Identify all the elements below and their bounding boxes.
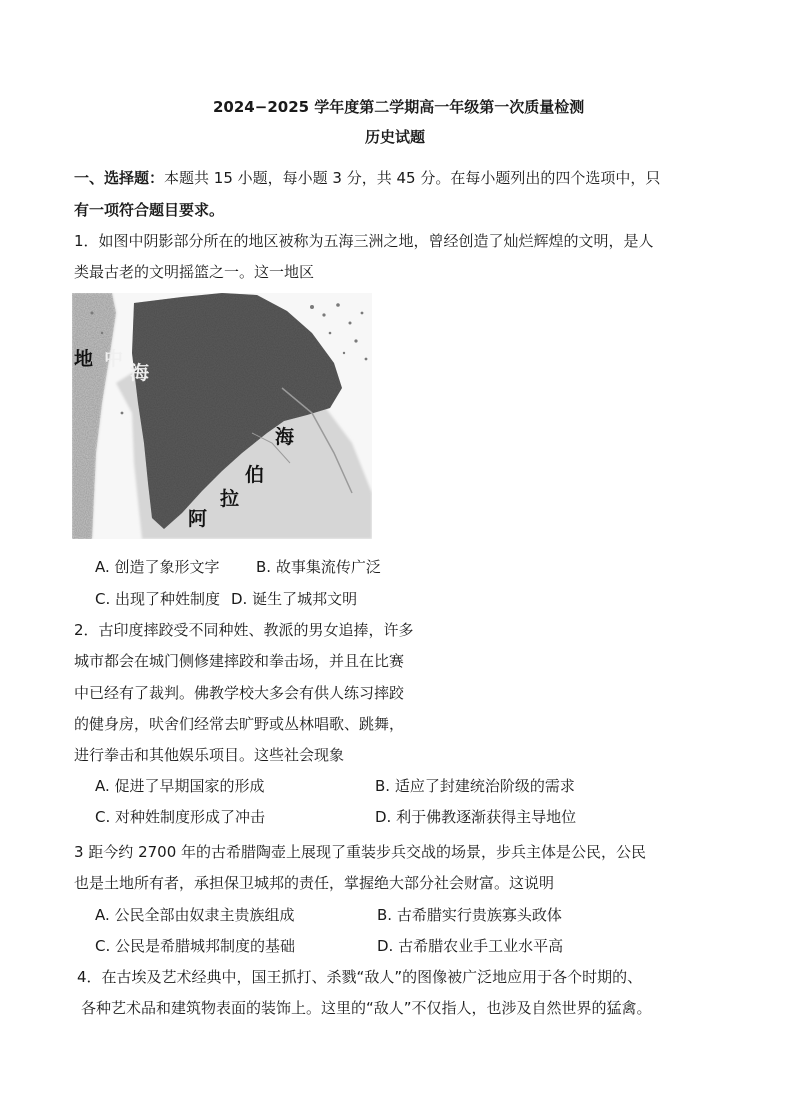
q2-stem-line1: 2．古印度摔跤受不同种姓、教派的男女追捧，许多	[74, 621, 414, 639]
map-label-bo: 伯	[245, 464, 265, 486]
map-label-la: 拉	[220, 488, 240, 510]
q1-option-d[interactable]: D. 诞生了城邦文明	[231, 590, 358, 608]
q2-option-b[interactable]: B. 适应了封建统治阶级的需求	[375, 777, 575, 795]
section-intro-text: 本题共 15 小题，每小题 3 分，共 45 分。在每小题列出的四个选项中，只	[164, 169, 661, 187]
q1-option-b[interactable]: B. 故事集流传广泛	[256, 558, 381, 576]
q1-map-image	[72, 293, 372, 539]
map-label-zhong: 中	[104, 348, 124, 370]
q2-option-a[interactable]: A. 促进了早期国家的形成	[95, 777, 265, 795]
map-label-a: 阿	[188, 508, 208, 530]
q1-stem-line2: 类最古老的文明摇篮之一。这一地区	[74, 263, 315, 281]
q2-stem-line4: 的健身房，吠舍们经常去旷野或丛林唱歌、跳舞，	[74, 715, 405, 733]
q2-option-c[interactable]: C. 对种姓制度形成了冲击	[95, 808, 266, 826]
q3-option-a[interactable]: A. 公民全部由奴隶主贵族组成	[95, 906, 295, 924]
q3-option-b[interactable]: B. 古希腊实行贵族寡头政体	[377, 906, 562, 924]
q3-stem-line1: 3 距今约 2700 年的古希腊陶壶上展现了重装步兵交战的场景，步兵主体是公民，公民	[74, 843, 647, 861]
q3-stem-line2: 也是土地所有者，承担保卫城邦的责任，掌握绝大部分社会财富。这说明	[74, 874, 555, 892]
map-label-di: 地	[74, 348, 94, 370]
q2-stem-line2: 城市都会在城门侧修建摔跤和拳击场，并且在比赛	[74, 652, 405, 670]
q4-stem-line2: 各种艺术品和建筑物表面的装饰上。这里的“敌人”不仅指人，也涉及自然世界的猛禽。	[81, 999, 652, 1017]
map-label-hai-west: 海	[130, 362, 150, 384]
q1-stem-line1: 1．如图中阴影部分所在的地区被称为五海三洲之地，曾经创造了灿烂辉煌的文明，是人	[74, 232, 654, 250]
q2-stem-line5: 进行拳击和其他娱乐项目。这些社会现象	[74, 746, 345, 764]
map-label-hai-east: 海	[275, 426, 295, 448]
section-intro-line2: 有一项符合题目要求。	[74, 201, 225, 219]
section-intro	[74, 168, 660, 188]
section-heading: 一、选择题：	[74, 169, 165, 187]
exam-subtitle: 历史试题	[365, 128, 426, 146]
q3-option-c[interactable]: C. 公民是希腊城邦制度的基础	[95, 937, 296, 955]
q1-option-a[interactable]: A. 创造了象形文字	[95, 558, 220, 576]
q2-option-d[interactable]: D. 利于佛教逐渐获得主导地位	[375, 808, 577, 826]
q2-stem-line3: 中已经有了裁判。佛教学校大多会有供人练习摔跤	[74, 684, 405, 702]
q1-option-c[interactable]: C. 出现了种姓制度	[95, 590, 221, 608]
exam-title: 2024−2025 学年度第二学期高一年级第一次质量检测	[213, 98, 585, 116]
q3-option-d[interactable]: D. 古希腊农业手工业水平高	[377, 937, 564, 955]
q4-stem-line1: 4．在古埃及艺术经典中，国王抓打、杀戮“敌人”的图像被广泛地应用于各个时期的、	[77, 968, 643, 986]
